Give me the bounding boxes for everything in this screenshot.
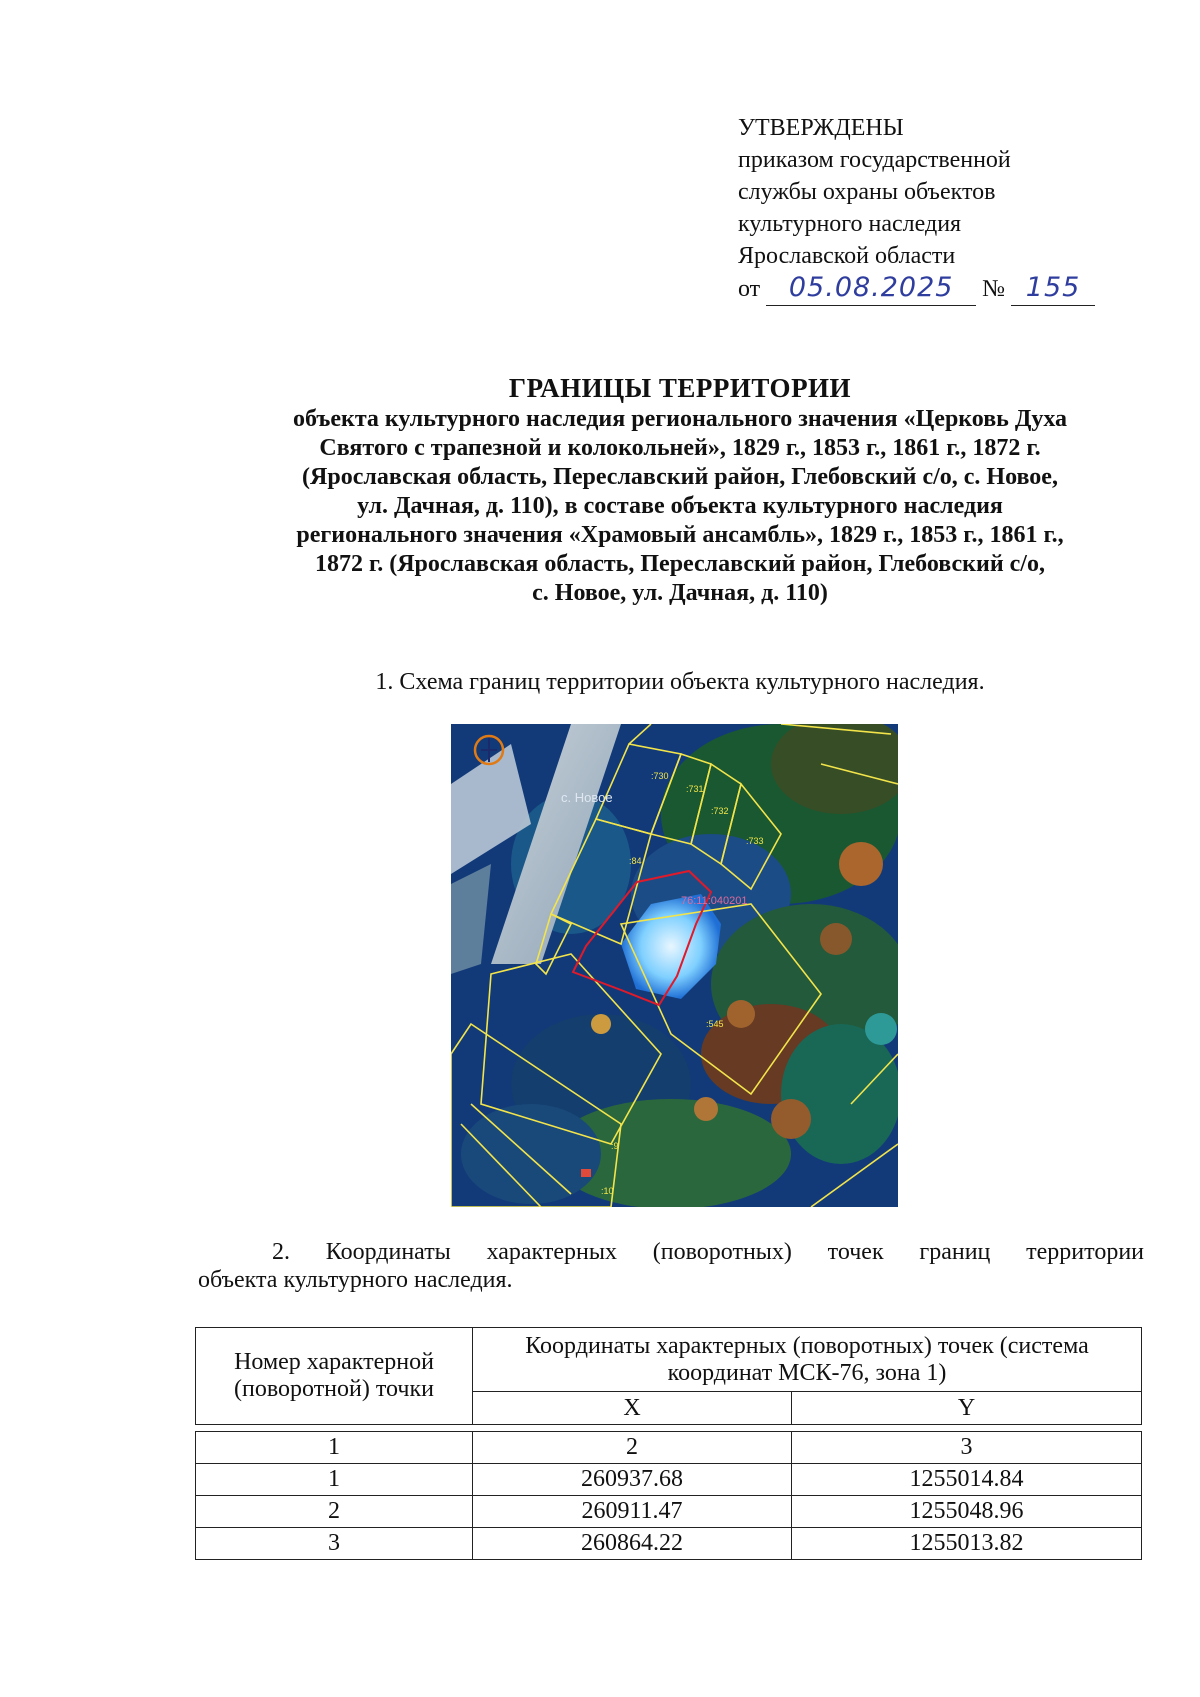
- table-row: [196, 1496, 1142, 1528]
- coord-y: 1255014.84: [792, 1464, 1142, 1496]
- header-point-number: Номер характерной (поворотной) точки: [196, 1328, 473, 1425]
- point-number: 2: [196, 1496, 473, 1528]
- parcel-label: :731: [686, 784, 704, 794]
- section-1-heading: 1. Схема границ территории объекта культурного наследия.: [375, 669, 985, 695]
- coord-y: 1255048.96: [792, 1496, 1142, 1528]
- title-description: [200, 405, 1160, 608]
- approval-line-4: Ярославской области: [738, 243, 956, 269]
- approval-title: УТВЕРЖДЕНЫ: [738, 115, 904, 141]
- parcel-label: :10: [601, 1186, 614, 1196]
- title-line: 1872 г. (Ярославская область, Переславский район, Глебовский с/о,: [315, 551, 1045, 577]
- title-line: с. Новое, ул. Дачная, д. 110): [532, 580, 828, 606]
- approval-date-line: [738, 272, 1138, 306]
- table-spacer: [196, 1425, 1142, 1432]
- title-line: регионального значения «Храмовый ансамбль», 1829 г., 1853 г., 1861 г.,: [296, 522, 1064, 548]
- handwritten-date: 05.08.2025: [788, 272, 954, 303]
- table-index-row: [196, 1432, 1142, 1464]
- table-row: [196, 1464, 1142, 1496]
- date-field: [766, 272, 976, 306]
- point-number: 3: [196, 1528, 473, 1560]
- section-2-heading: [198, 1238, 1144, 1294]
- parcel-label: :730: [651, 771, 669, 781]
- coord-x: 260911.47: [473, 1496, 792, 1528]
- map-place-label: с. Новое: [561, 790, 613, 805]
- coord-x: 260937.68: [473, 1464, 792, 1496]
- header-coordinates: Координаты характерных (поворотных) точек (система координат МСК-76, зона 1): [473, 1328, 1142, 1392]
- title-line: объекта культурного наследия регионального значения «Церковь Духа: [292, 406, 1068, 432]
- table-cell: 2: [473, 1432, 792, 1464]
- section-2-line-2: объекта культурного наследия.: [198, 1267, 513, 1293]
- parcel-label: :9: [611, 1141, 619, 1151]
- coord-y: 1255013.82: [792, 1528, 1142, 1560]
- handwritten-number: 155: [1025, 272, 1081, 303]
- table-row: [196, 1528, 1142, 1560]
- parcel-label: :733: [746, 836, 764, 846]
- approval-block: [738, 112, 1138, 306]
- header-x: X: [473, 1392, 792, 1425]
- title-main: ГРАНИЦЫ ТЕРРИТОРИИ: [508, 373, 852, 403]
- approval-line-2: службы охраны объектов: [738, 179, 996, 205]
- table-header-row: [196, 1328, 1142, 1392]
- section-2-line-1: 2. Координаты характерных (поворотных) точек границ территории: [272, 1239, 1144, 1265]
- parcel-label: :545: [706, 1019, 724, 1029]
- coordinates-table: [195, 1327, 1142, 1560]
- boundary-map: [451, 724, 898, 1207]
- document-title: [200, 371, 1160, 608]
- coord-x: 260864.22: [473, 1528, 792, 1560]
- title-line: Святого с трапезной и колокольней», 1829 г., 1853 г., 1861 г., 1872 г.: [319, 435, 1041, 461]
- date-prefix: от: [738, 276, 761, 302]
- map-marker: [581, 1169, 591, 1177]
- number-prefix: №: [982, 276, 1006, 302]
- header-y: Y: [792, 1392, 1142, 1425]
- map-cadastral-label: 76:11:040201: [681, 895, 748, 907]
- point-number: 1: [196, 1464, 473, 1496]
- number-field: [1011, 272, 1095, 306]
- title-line: ул. Дачная, д. 110), в составе объекта культурного наследия: [357, 493, 1003, 519]
- approval-line-1: приказом государственной: [738, 147, 1011, 173]
- parcel-label: :732: [711, 806, 729, 816]
- table-cell: 1: [196, 1432, 473, 1464]
- table-cell: 3: [792, 1432, 1142, 1464]
- approval-line-3: культурного наследия: [738, 211, 962, 237]
- parcel-label: :84: [629, 856, 642, 866]
- title-line: (Ярославская область, Переславский район, Глебовский с/о, с. Новое,: [302, 464, 1058, 490]
